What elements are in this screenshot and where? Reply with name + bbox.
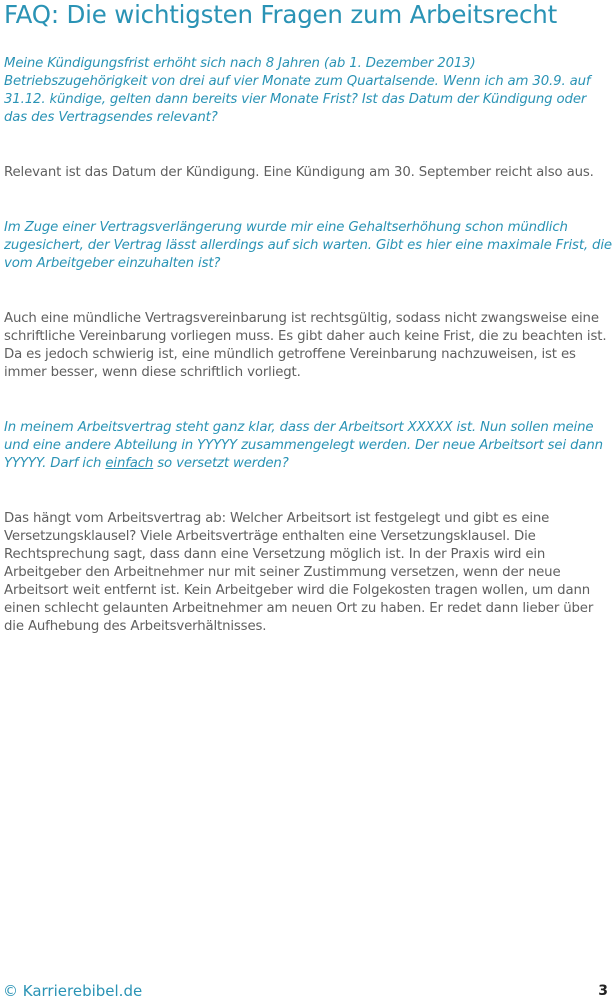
faq-answer-3: Das hängt vom Arbeitsvertrag ab: Welcher Arbeitsort ist festgelegt und gibt es eine Versetzungsklausel? Viele Arbeitsverträge enthalten eine Versetzungsklausel. Die Rechtsprechung sagt, dass dann eine Versetzung möglich ist. In der Praxis wird ein Arbeitgeber den Arbeitnehmer nur mit seiner Zustimmung versetzen, wenn der neue Arbeitsort weit entfernt ist. Kein Arbeitgeber wird die Folgekosten tragen wollen, um dann einen schlecht gelaunten Arbeitnehmer am neuen Ort zu haben. Er redet dann lieber über die Aufhebung des Arbeitsverhältnisses. (4, 511, 594, 634)
faq-question-3 (4, 419, 612, 473)
page-number: 3 (598, 983, 608, 999)
faq-question-3-text-end: so versetzt werden? (153, 456, 289, 471)
footer-brand-link[interactable]: © Karrierebibel.de (3, 982, 143, 1000)
einfach-link[interactable]: einfach (105, 456, 154, 471)
faq-content (4, 55, 612, 636)
faq-question-1: Meine Kündigungsfrist erhöht sich nach 8 Jahren (ab 1. Dezember 2013) Betriebszugehörigkeit von drei auf vier Monate zum Quartalsende. Wenn ich am 30.9. auf 31.12. kündige, gelten dann bereits vier Monate Frist? Ist das Datum der Kündigung oder das des Vertragsendes relevant? (4, 56, 591, 125)
faq-answer-2: Auch eine mündliche Vertragsvereinbarung ist rechtsgültig, sodass nicht zwangsweise eine schriftliche Vereinbarung vorliegen muss. Es gibt daher auch keine Frist, die zu beachten ist. Da es jedoch schwierig ist, eine mündlich getroffene Vereinbarung nachzuweisen, ist es immer besser, wenn diese schriftlich vorliegt. (4, 311, 607, 380)
faq-question-2: Im Zuge einer Vertragsverlängerung wurde mir eine Gehaltserhöhung schon mündlich zugesichert, der Vertrag lässt allerdings auf sich warten. Gibt es hier eine maximale Frist, die vom Arbeitgeber einzuhalten ist? (4, 220, 612, 271)
faq-question-3-text-start: In meinem Arbeitsvertrag steht ganz klar, dass der Arbeitsort XXXXX ist. Nun sollen meine und eine andere Abteilung in YYYYY zusammengelegt werden. Der neue Arbeitsort sei dann YYYYY. Darf ich (4, 420, 603, 471)
faq-answer-1: Relevant ist das Datum der Kündigung. Eine Kündigung am 30. September reicht also aus. (4, 165, 594, 180)
page-title: FAQ: Die wichtigsten Fragen zum Arbeitsrecht (4, 0, 558, 29)
